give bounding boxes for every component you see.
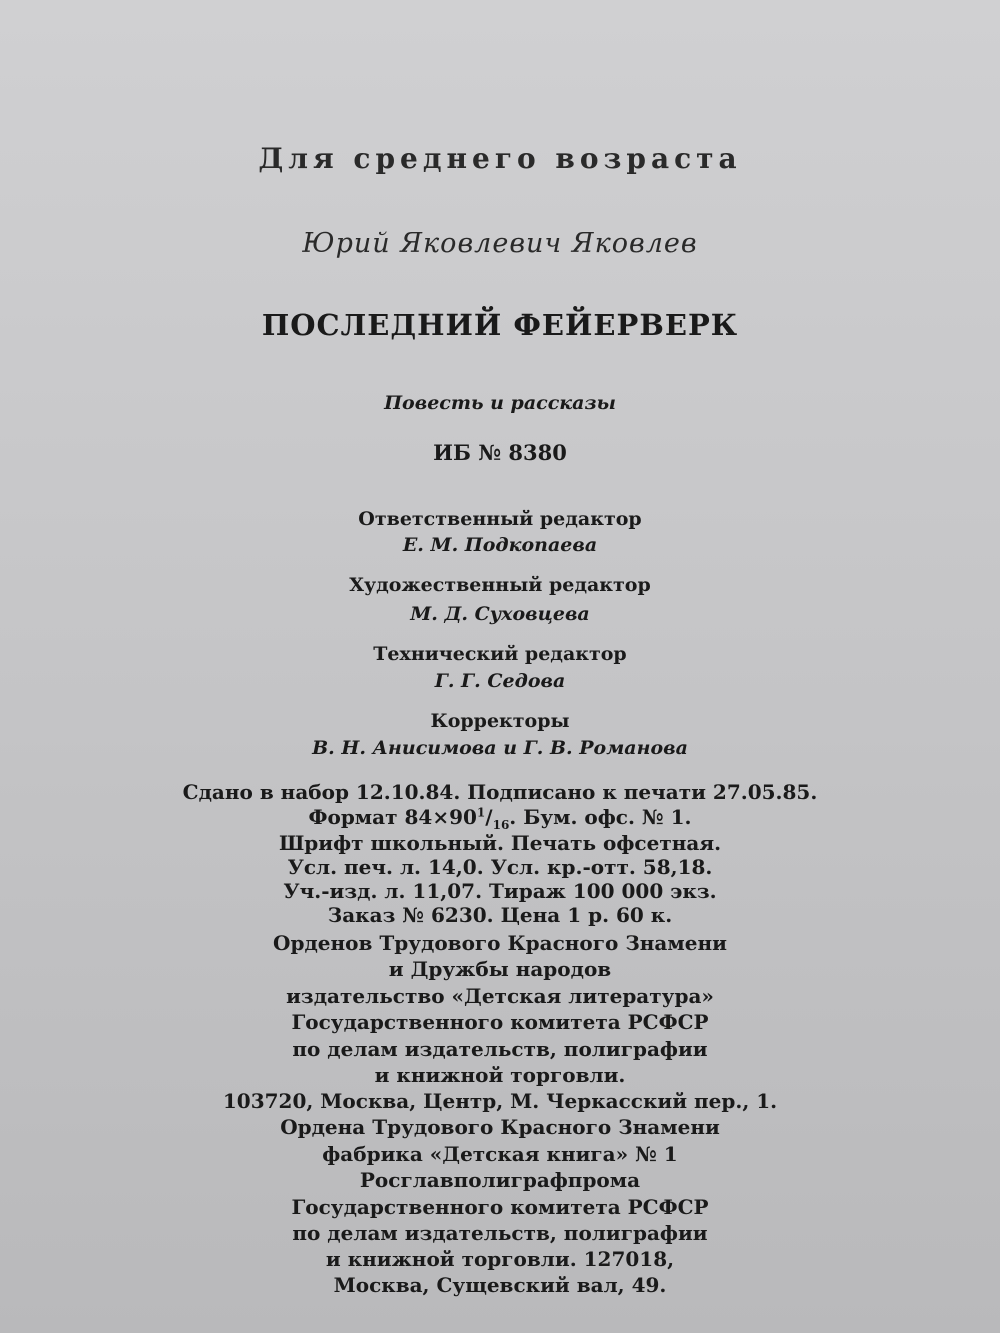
- format-denominator: 16: [492, 818, 510, 832]
- credit-name-tech-editor: Г. Г. Седова: [434, 670, 566, 692]
- imprint-line: и книжной торговли.: [374, 1063, 626, 1087]
- imprint-line: Росглавполиграфпрома: [359, 1168, 641, 1192]
- imprint-line: Москва, Сущевский вал, 49.: [333, 1273, 667, 1297]
- imprint-line: Уч.-изд. л. 11,07. Тираж 100 000 экз.: [283, 879, 717, 903]
- credit-name-art-editor: М. Д. Суховцева: [410, 603, 590, 625]
- credit-role-art-editor: Художественный редактор: [349, 574, 651, 596]
- format-slash: /: [485, 805, 493, 829]
- imprint-line: Ордена Трудового Красного Знамени: [280, 1115, 720, 1139]
- credit-role-tech-editor: Технический редактор: [373, 643, 627, 665]
- book-title: ПОСЛЕДНИЙ ФЕЙЕРВЕРК: [261, 308, 739, 342]
- imprint-line: 103720, Москва, Центр, М. Черкасский пер., 1.: [222, 1089, 778, 1113]
- credit-role-proofreaders: Корректоры: [430, 710, 570, 732]
- author-name: Юрий Яковлевич Яковлев: [302, 228, 698, 259]
- audience-label: Для среднего возраста: [258, 142, 742, 175]
- imprint-line: Государственного комитета РСФСР: [291, 1195, 709, 1219]
- imprint-line: Заказ № 6230. Цена 1 р. 60 к.: [327, 903, 673, 927]
- imprint-line: Орденов Трудового Красного Знамени: [273, 931, 727, 955]
- imprint-line: Усл. печ. л. 14,0. Усл. кр.-отт. 58,18.: [287, 855, 713, 879]
- imprint-line: фабрика «Детская книга» № 1: [322, 1142, 678, 1166]
- credit-role-chief-editor: Ответственный редактор: [358, 508, 642, 530]
- imprint-line: Государственного комитета РСФСР: [291, 1010, 709, 1034]
- imprint-line: Шрифт школьный. Печать офсетная.: [278, 831, 722, 855]
- imprint-line: издательство «Детская литература»: [286, 984, 714, 1008]
- imprint-dates: Сдано в набор 12.10.84. Подписано к печати 27.05.85.: [182, 780, 818, 804]
- credit-name-proofreaders: В. Н. Анисимова и Г. В. Романова: [312, 737, 688, 759]
- imprint-format: [0, 805, 1000, 832]
- credit-name-chief-editor: Е. М. Подкопаева: [402, 534, 598, 556]
- imprint-line: и книжной торговли. 127018,: [325, 1247, 675, 1271]
- imprint-line: по делам издательств, полиграфии: [292, 1221, 708, 1245]
- imprint-line: и Дружбы народов: [388, 957, 612, 981]
- imprint-line: по делам издательств, полиграфии: [292, 1037, 708, 1061]
- format-numerator: 1: [476, 805, 486, 820]
- format-prefix: Формат 84×90: [308, 805, 477, 829]
- format-suffix: . Бум. офс. № 1.: [509, 805, 692, 829]
- ib-number: ИБ № 8380: [433, 440, 567, 465]
- book-subtitle: Повесть и рассказы: [384, 392, 616, 414]
